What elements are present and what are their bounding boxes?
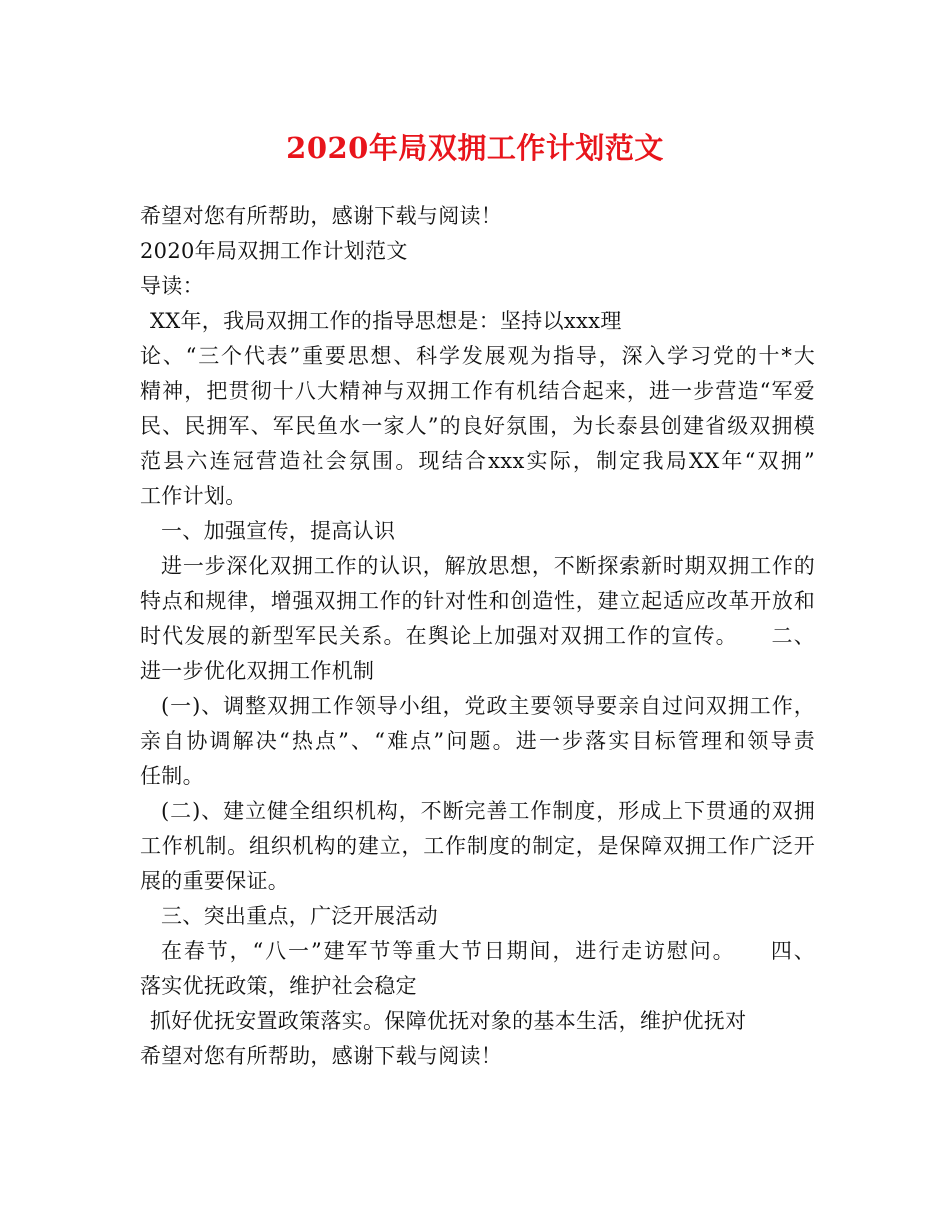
- paragraph-line: 论、“三个代表”重要思想、科学发展观为指导，深入学习党的十*大: [140, 344, 815, 368]
- section-heading: 一、加强宣传，提高认识: [161, 519, 396, 543]
- section-heading: 落实优抚政策，维护社会稳定: [140, 974, 417, 998]
- paragraph-line: (一)、调整双拥工作领导小组，党政主要领导要亲自过问双拥工作，: [161, 694, 815, 718]
- paragraph-line: 抓好优抚安置政策落实。保障优抚对象的基本生活，维护优抚对: [150, 1009, 747, 1033]
- paragraph-line: 进一步深化双拥工作的认识，解放思想，不断探索新时期双拥工作的: [161, 554, 815, 578]
- paragraph-line: XX年，我局双拥工作的指导思想是：坚持以xxx理: [150, 309, 622, 333]
- paragraph-line: 工作计划。: [140, 484, 247, 508]
- intro-label: 导读：: [140, 274, 204, 298]
- paragraph-line: 特点和规律，增强双拥工作的针对性和创造性，建立起适应改革开放和: [140, 589, 815, 613]
- subtitle-line: 2020年局双拥工作计划范文: [140, 239, 408, 263]
- greeting-line-top: 希望对您有所帮助，感谢下载与阅读！: [140, 204, 503, 228]
- paragraph-line: 时代发展的新型军民关系。在舆论上加强对双拥工作的宣传。 二、: [140, 624, 815, 648]
- paragraph-line: 展的重要保证。: [140, 869, 290, 893]
- paragraph-line: 在春节，“八一”建军节等重大节日期间，进行走访慰问。 四、: [161, 939, 815, 963]
- section-heading: 三、突出重点，广泛开展活动: [161, 904, 438, 928]
- document-title: 2020年局双拥工作计划范文: [286, 131, 664, 165]
- paragraph-line: 精神，把贯彻十八大精神与双拥工作有机结合起来，进一步营造“军爱: [140, 379, 815, 403]
- paragraph-line: 范县六连冠营造社会氛围。现结合xxx实际，制定我局XX年“双拥”: [140, 449, 815, 473]
- greeting-line-bottom: 希望对您有所帮助，感谢下载与阅读！: [140, 1044, 503, 1068]
- document-body: [140, 199, 815, 1074]
- paragraph-line: 民、民拥军、军民鱼水一家人”的良好氛围，为长泰县创建省级双拥模: [140, 414, 815, 438]
- section-heading: 进一步优化双拥工作机制: [140, 659, 375, 683]
- paragraph-line: (二)、建立健全组织机构，不断完善工作制度，形成上下贯通的双拥: [161, 799, 815, 823]
- paragraph-line: 亲自协调解决“热点”、“难点”问题。进一步落实目标管理和领导责: [140, 729, 815, 753]
- paragraph-line: 任制。: [140, 764, 204, 788]
- paragraph-line: 工作机制。组织机构的建立，工作制度的制定，是保障双拥工作广泛开: [140, 834, 815, 858]
